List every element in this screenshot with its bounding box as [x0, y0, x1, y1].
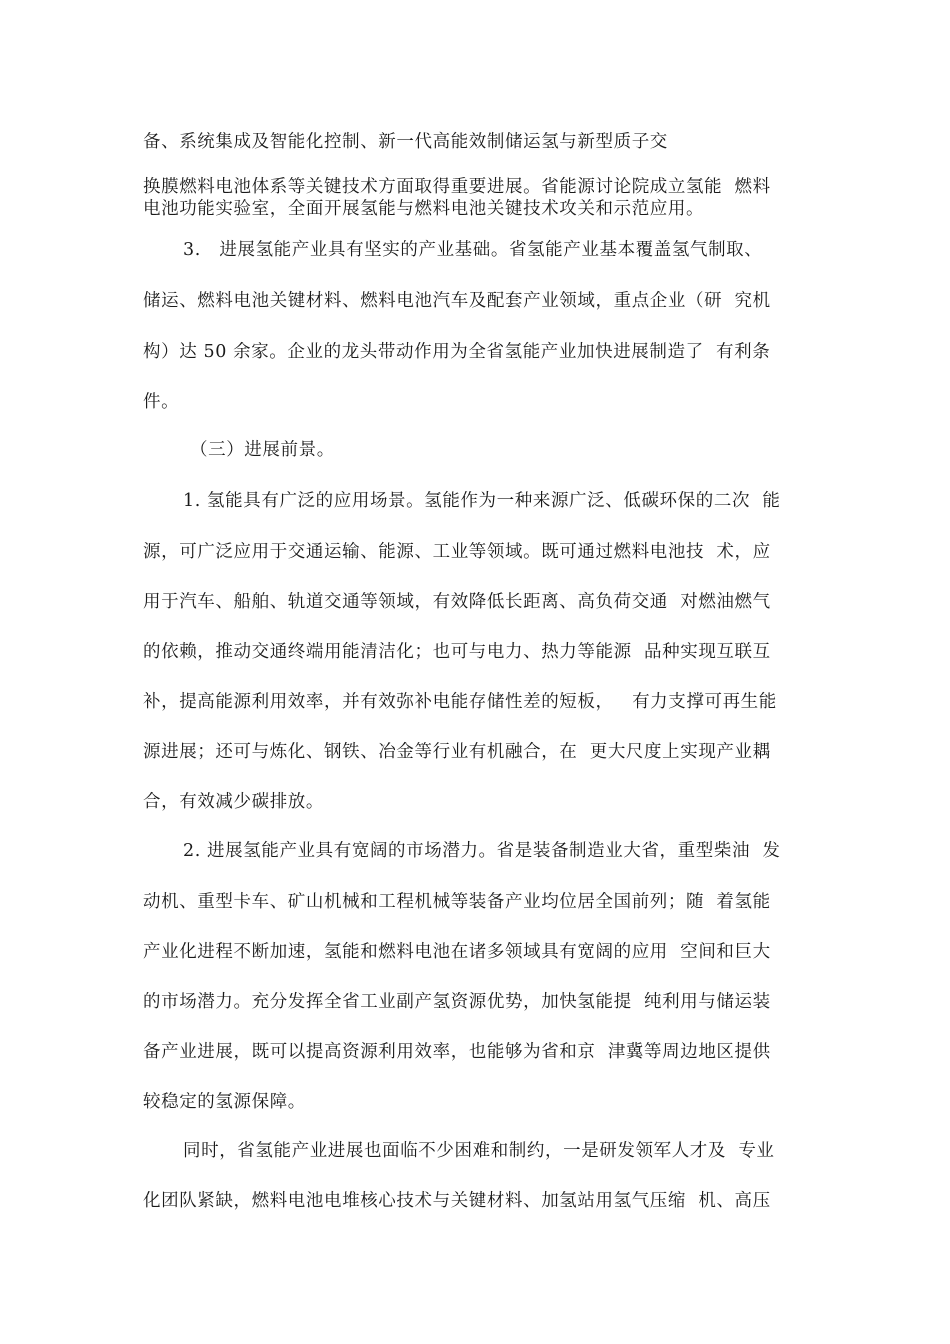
text-line: 较稳定的氢源保障。 — [143, 1092, 306, 1112]
section-heading: （三）进展前景。 — [190, 440, 335, 460]
text-line: 件。 — [143, 392, 180, 412]
text-line: 储运、燃料电池关键材料、燃料电池汽车及配套产业领域，重点企业（研 究机 — [143, 291, 771, 311]
paragraph-start-line: 同时，省氢能产业进展也面临不少困难和制约，一是研发领军人才及 专业 — [183, 1141, 775, 1161]
paragraph-start-line: 2. 进展氢能产业具有宽阔的市场潜力。省是装备制造业大省，重型柴油 发 — [183, 841, 781, 861]
text-line: 源，可广泛应用于交通运输、能源、工业等领域。既可通过燃料电池技 术，应 — [143, 542, 771, 562]
text-line: 补，提高能源利用效率，并有效弥补电能存储性差的短板， 有力支撑可再生能 — [143, 692, 777, 712]
text-line: 换膜燃料电池体系等关键技术方面取得重要进展。省能源讨论院成立氢能 燃料 — [143, 177, 771, 197]
text-line: 备、系统集成及智能化控制、新一代高能效制储运氢与新型质子交 — [143, 132, 668, 152]
text-line: 电池功能实验室，全面开展氢能与燃料电池关键技术攻关和示范应用。 — [143, 199, 705, 219]
text-line: 用于汽车、船舶、轨道交通等领域，有效降低长距离、高负荷交通 对燃油燃气 — [143, 592, 771, 612]
paragraph-start-line: 1. 氢能具有广泛的应用场景。氢能作为一种来源广泛、低碳环保的二次 能 — [183, 491, 781, 511]
text-line: 构）达 50 余家。企业的龙头带动作用为全省氢能产业加快进展制造了 有利条 — [143, 342, 771, 362]
text-line: 备产业进展，既可以提高资源利用效率，也能够为省和京 津冀等周边地区提供 — [143, 1042, 771, 1062]
text-line: 源进展；还可与炼化、钢铁、冶金等行业有机融合，在 更大尺度上实现产业耦 — [143, 742, 771, 762]
text-line: 合，有效减少碳排放。 — [143, 792, 324, 812]
text-line: 动机、重型卡车、矿山机械和工程机械等装备产业均位居全国前列；随 着氢能 — [143, 892, 771, 912]
text-line: 的依赖，推动交通终端用能清洁化；也可与电力、热力等能源 品种实现互联互 — [143, 642, 771, 662]
text-line: 化团队紧缺，燃料电池电堆核心技术与关键材料、加氢站用氢气压缩 机、高压 — [143, 1191, 771, 1211]
text-line: 产业化进程不断加速，氢能和燃料电池在诸多领域具有宽阔的应用 空间和巨大 — [143, 942, 771, 962]
text-line: 的市场潜力。充分发挥全省工业副产氢资源优势，加快氢能提 纯利用与储运装 — [143, 992, 771, 1012]
paragraph-start-line: 3. 进展氢能产业具有坚实的产业基础。省氢能产业基本覆盖氢气制取、 — [183, 240, 763, 260]
